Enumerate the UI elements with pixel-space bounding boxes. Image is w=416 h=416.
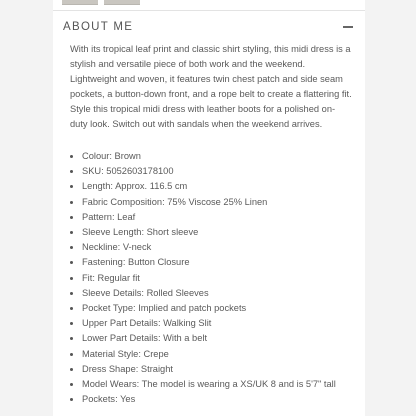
thumbnail-1[interactable] <box>62 0 98 5</box>
spec-item-length: • Length: Approx. 116.5 cm <box>82 179 362 194</box>
spec-item-dress-shape: • Dress Shape: Straight <box>82 362 362 377</box>
thumbnail-2[interactable] <box>104 0 140 5</box>
spec-item-model-wears: • Model Wears: The model is wearing a XS/UK 8 and is 5'7" tall <box>82 377 362 392</box>
spec-item-sleeve-details: • Sleeve Details: Rolled Sleeves <box>82 286 362 301</box>
spec-item-pockets: • Pockets: Yes <box>82 392 362 407</box>
spec-item-sku: • SKU: 5052603178100 <box>82 164 362 179</box>
product-details-panel <box>53 0 365 416</box>
spec-item-fit: • Fit: Regular fit <box>82 271 362 286</box>
spec-item-pattern: • Pattern: Leaf <box>82 210 362 225</box>
minus-icon[interactable] <box>343 26 353 28</box>
spec-item-sleeve-length: • Sleeve Length: Short sleeve <box>82 225 362 240</box>
spec-item-lower-part: • Lower Part Details: With a belt <box>82 331 362 346</box>
about-me-accordion-header[interactable] <box>53 10 365 43</box>
product-specs-list <box>70 149 362 407</box>
spec-item-material-style: • Material Style: Crepe <box>82 347 362 362</box>
spec-item-colour: • Colour: Brown <box>82 149 362 164</box>
spec-item-upper-part: • Upper Part Details: Walking Slit <box>82 316 362 331</box>
spec-item-neckline: • Neckline: V-neck <box>82 240 362 255</box>
spec-item-fastening: • Fastening: Button Closure <box>82 255 362 270</box>
image-thumbnails <box>62 0 140 5</box>
product-description: With its tropical leaf print and classic shirt styling, this midi dress is a stylish and versatile piece of both work and the weekend. Lightweight and woven, it features twin chest patch and side seam pockets, a button-down front, and a rope belt to create a flattering fit. Style this tropical midi dress with leather boots for a polished on-duty look. Switch out with sandals when the weekend arrives. <box>70 44 352 129</box>
spec-item-pocket-type: • Pocket Type: Implied and patch pockets <box>82 301 362 316</box>
spec-item-fabric: • Fabric Composition: 75% Viscose 25% Linen <box>82 195 362 210</box>
section-title: ABOUT ME <box>63 21 134 33</box>
